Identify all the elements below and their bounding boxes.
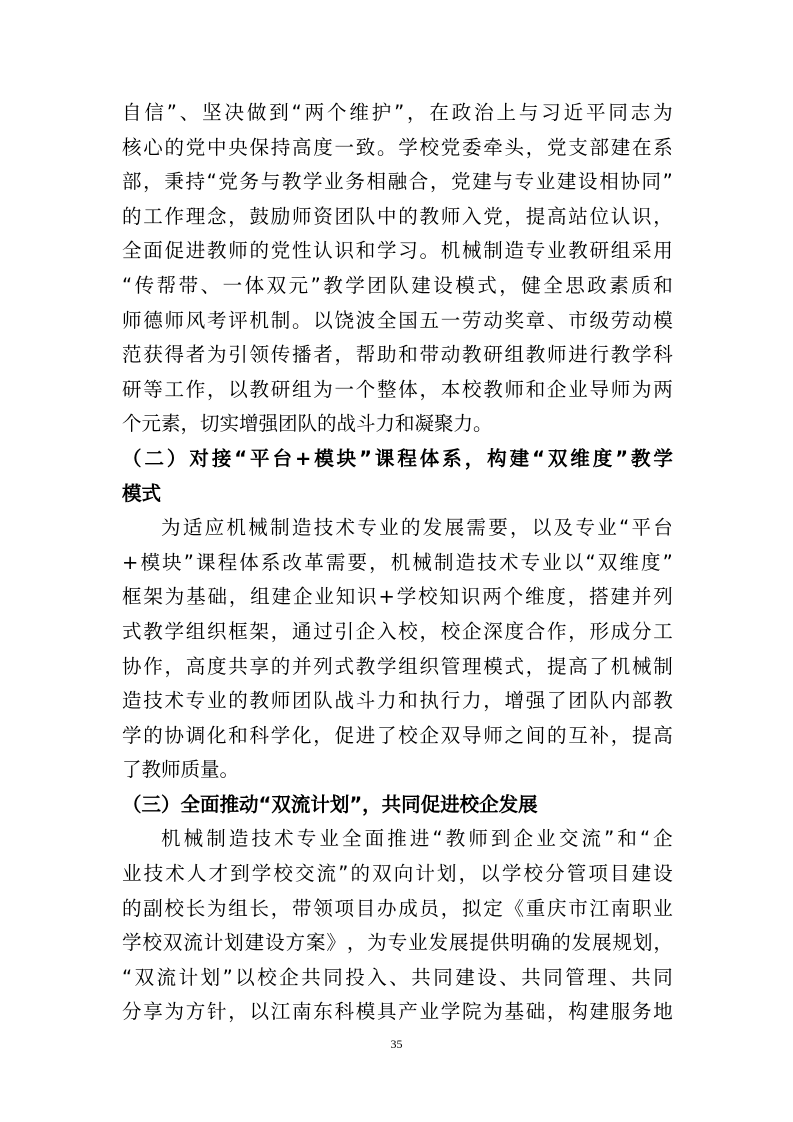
section-heading-line: （ 二 ） 对 接 “ 平 台 + 模 块 ” 课 程 体 系 ， 构 建 “ 双 维 度 ” 教 学: [122, 446, 673, 470]
paragraph-line: 全 面 促 进 教 师 的 党 性 认 识 和 学 习 。 机 械 制 造 专 业 教 研 组 采 用: [122, 239, 673, 263]
paragraph-line: 为 适 应 机 械 制 造 技 术 专 业 的 发 展 需 要 ， 以 及 专 业 “ 平 台: [161, 516, 673, 540]
section-heading-line: （三）全面推动“双流计划”，共同促进校企发展: [122, 792, 538, 816]
paragraph-line: 自 信 ” 、 坚 决 做 到 “ 两 个 维 护 ” ， 在 政 治 上 与 习 近 平 同 志 为: [122, 101, 673, 124]
paragraph-line: 部 ， 秉 持 “ 党 务 与 教 学 业 务 相 融 合 ， 党 建 与 专 业 建 设 相 协 同 ”: [122, 170, 673, 194]
paragraph-line: 的 副 校 长 为 组 长 ， 带 领 项 目 办 成 员 ， 拟 定 《 重 庆 市 江 南 职 业: [122, 896, 673, 920]
page-number: 35: [390, 1037, 403, 1051]
paragraph-line: 机 械 制 造 技 术 专 业 全 面 推 进 “ 教 师 到 企 业 交 流 ” 和 “ 企: [161, 827, 673, 851]
paragraph-line: 学 的 协 调 化 和 科 学 化 ， 促 进 了 校 企 双 导 师 之 间 的 互 补 ， 提 高: [122, 723, 673, 747]
paragraph-line: 框 架 为 基 础 ， 组 建 企 业 知 识 + 学 校 知 识 两 个 维 度 ， 搭 建 并 列: [122, 585, 673, 609]
paragraph-line: 协 作 ， 高 度 共 享 的 并 列 式 教 学 组 织 管 理 模 式 ， 提 高 了 机 械 制: [122, 654, 673, 678]
paragraph-line: 研 等 工 作 ， 以 教 研 组 为 一 个 整 体 ， 本 校 教 师 和 企 业 导 师 为 两: [122, 377, 673, 401]
paragraph-line: 师 德 师 风 考 评 机 制 。 以 饶 波 全 国 五 一 劳 动 奖 章 、 市 级 劳 动 模: [122, 308, 673, 332]
paragraph-line: 个元素，切实增强团队的战斗力和凝聚力。: [122, 412, 493, 436]
paragraph-line: 分 享 为 方 针 ， 以 江 南 东 科 模 具 产 业 学 院 为 基 础 ， 构 建 服 务 地: [122, 1000, 673, 1024]
document-body: [122, 96, 673, 1030]
paragraph-line: “ 传 帮 带 、 一 体 双 元 ” 教 学 团 队 建 设 模 式 ， 健 全 思 政 素 质 和: [122, 273, 673, 297]
section-heading-line: 模式: [122, 481, 162, 505]
paragraph-line: “ 双 流 计 划 ” 以 校 企 共 同 投 入 、 共 同 建 设 、 共 同 管 理 、 共 同: [122, 965, 673, 989]
paragraph-line: 学 校 双 流 计 划 建 设 方 案 》 ， 为 专 业 发 展 提 供 明 确 的 发 展 规 划 ，: [122, 931, 673, 955]
paragraph-line: 范 获 得 者 为 引 领 传 播 者 ， 帮 助 和 带 动 教 研 组 教 师 进 行 教 学 科: [122, 343, 673, 367]
paragraph-line: 的 工 作 理 念 ， 鼓 励 师 资 团 队 中 的 教 师 入 党 ， 提 高 站 位 认 识 ，: [122, 204, 673, 228]
paragraph-line: 核 心 的 党 中 央 保 持 高 度 一 致 。 学 校 党 委 牵 头 ， 党 支 部 建 在 系: [122, 135, 673, 159]
paragraph-line: + 模 块 ” 课 程 体 系 改 革 需 要 ， 机 械 制 造 技 术 专 业 以 “ 双 维 度 ”: [122, 550, 673, 574]
paragraph-line: 了教师质量。: [122, 758, 240, 782]
paragraph-line: 造 技 术 专 业 的 教 师 团 队 战 斗 力 和 执 行 力 ， 增 强 了 团 队 内 部 教: [122, 689, 673, 713]
paragraph-line: 业 技 术 人 才 到 学 校 交 流 ” 的 双 向 计 划 ， 以 学 校 分 管 项 目 建 设: [122, 862, 673, 886]
paragraph-line: 式 教 学 组 织 框 架 ， 通 过 引 企 入 校 ， 校 企 深 度 合 作 ， 形 成 分 工: [122, 619, 673, 643]
